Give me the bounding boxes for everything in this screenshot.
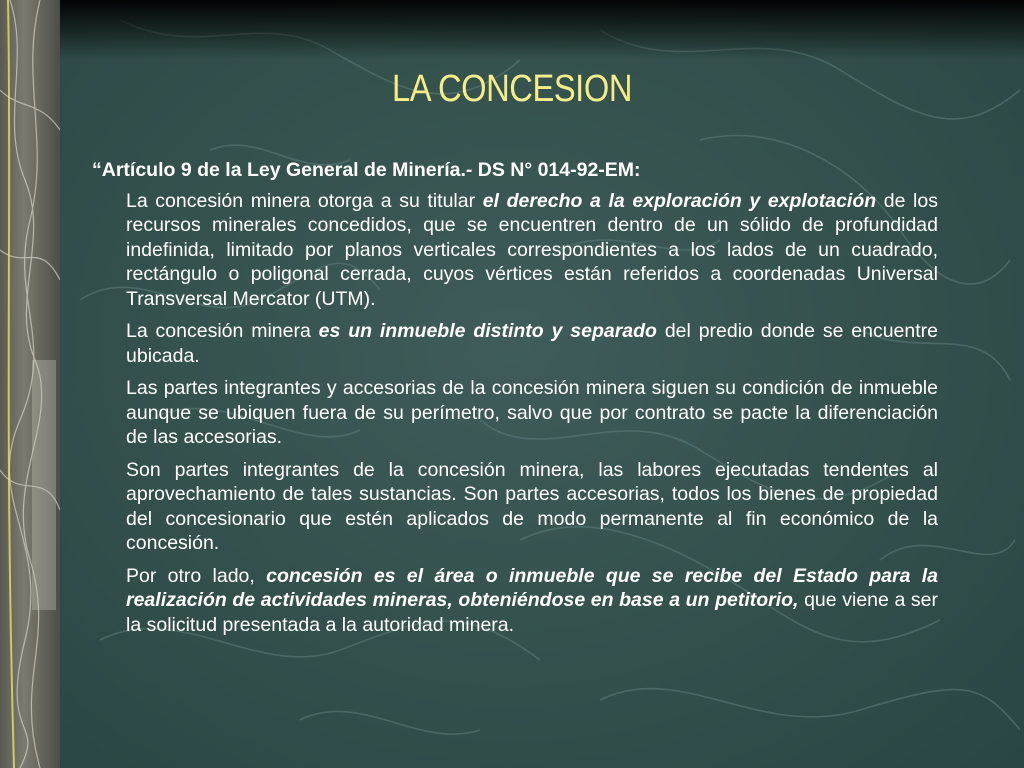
paragraph-2-emphasis: es un inmueble distinto y separado <box>318 320 657 342</box>
paragraph-1-text: La concesión minera otorga a su titular <box>126 189 483 212</box>
paragraph-1 <box>126 189 938 312</box>
paragraph-2-text-end: del predio donde se encuentre ubicada. <box>126 320 938 367</box>
paragraph-4-text: Son partes integrantes de la concesión minera, las labores ejecutadas tendentes al aprovechamiento de tales sustancias. Son partes accesorias, todos los bienes de propiedad del concesionario que estén aplicados de modo permanente al fin económico de la concesión. <box>126 458 938 554</box>
paragraph-3 <box>126 376 938 450</box>
paragraph-5 <box>126 564 938 638</box>
paragraph-1-text-end: de los recursos minerales concedidos, que se encuentren dentro de un sólido de profundidad indefinida, limitado por planos verticales correspondientes a los lados de un cuadrado, rectángulo o poligonal cerrada, cuyos vértices están referidos a coordenadas Universal Transversal Mercator (UTM). <box>126 189 938 310</box>
paragraph-5-emphasis: concesión es el área o inmueble que se recibe del Estado para la realización de actividades mineras, obteniéndose en base a un petitorio, <box>126 564 938 611</box>
paragraph-3-text: Las partes integrantes y accesorias de la concesión minera siguen su condición de inmueble aunque se ubiquen fuera de su perímetro, salvo que por contrato se pacte la diferenciación de las accesorias. <box>126 377 938 448</box>
paragraph-1-emphasis: el derecho a la exploración y explotación <box>482 189 877 212</box>
paragraph-2-text: La concesión minera <box>126 320 319 342</box>
paragraph-5-text-end: que viene a ser la solicitud presentada a la autoridad minera. <box>126 589 938 636</box>
slide-title: LA CONCESION <box>391 68 632 110</box>
paragraph-5-text: Por otro lado, <box>126 564 267 587</box>
slide-body <box>92 158 938 645</box>
map-strip-decoration <box>0 0 60 768</box>
article-heading: “Artículo 9 de la Ley General de Minería.- DS N° 014-92-EM: <box>92 159 641 181</box>
paragraph-4 <box>126 458 938 556</box>
top-shadow <box>0 0 1024 60</box>
paragraph-2 <box>126 319 938 368</box>
